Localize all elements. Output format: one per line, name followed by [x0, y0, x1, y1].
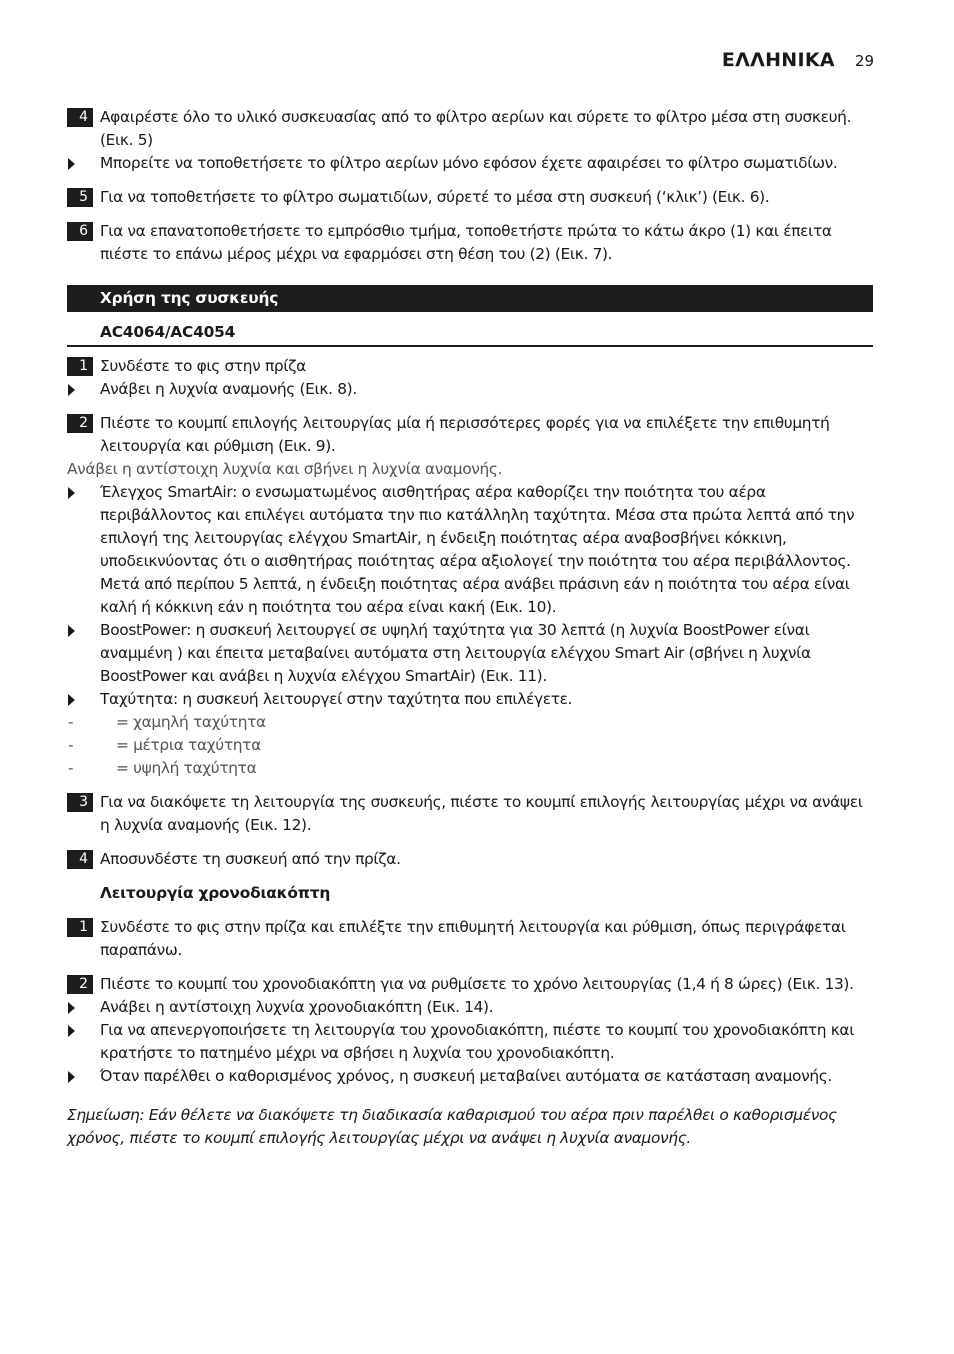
- dash-text: = υψηλή ταχύτητα: [116, 759, 257, 777]
- bullet-text: Ανάβει η αντίστοιχη λυχνία χρονοδιακόπτη (Εικ. 14).: [100, 998, 494, 1016]
- step-number-badge: 5: [67, 188, 93, 207]
- step-number-badge: 1: [67, 918, 93, 937]
- timer-step-2: [67, 973, 873, 1088]
- usage-step-4: [67, 848, 873, 871]
- triangle-bullet-icon: [68, 625, 75, 637]
- triangle-bullet-icon: [68, 158, 75, 170]
- section-title: Χρήση της συσκευής: [67, 285, 873, 312]
- block-3: [67, 220, 873, 266]
- triangle-bullet-icon: [68, 1002, 75, 1014]
- dash-item: [67, 711, 873, 734]
- dash-item: [67, 734, 873, 757]
- step-text: Συνδέστε το φις στην πρίζα: [100, 357, 306, 375]
- bullet-item: [67, 481, 873, 619]
- bullet-text: Ταχύτητα: η συσκευή λειτουργεί στην ταχύτητα που επιλέγετε.: [100, 690, 573, 708]
- triangle-bullet-icon: [68, 487, 75, 499]
- step-item: [67, 848, 873, 871]
- step-text: Αποσυνδέστε τη συσκευή από την πρίζα.: [100, 850, 401, 868]
- bullet-item: [67, 378, 873, 401]
- bullet-item: [67, 996, 873, 1019]
- step-item: [67, 973, 873, 996]
- step-number-badge: 4: [67, 850, 93, 869]
- bullet-text: Όταν παρέλθει ο καθορισμένος χρόνος, η συσκευή μεταβαίνει αυτόματα σε κατάσταση αναμονής.: [100, 1067, 832, 1085]
- dash-bullet-icon: -: [68, 736, 74, 754]
- step-text: Πιέστε το κουμπί του χρονοδιακόπτη για να ρυθμίσετε το χρόνο λειτουργίας (1,4 ή 8 ώρες) (Εικ. 13).: [100, 975, 854, 993]
- step-text: Συνδέστε το φις στην πρίζα και επιλέξτε την επιθυμητή λειτουργία και ρύθμιση, όπως περιγράφεται παραπάνω.: [100, 918, 846, 959]
- triangle-bullet-icon: [68, 1025, 75, 1037]
- step-number-badge: 4: [67, 108, 93, 127]
- triangle-bullet-icon: [68, 384, 75, 396]
- block-1: [67, 106, 873, 175]
- step-item: [67, 916, 873, 962]
- dash-bullet-icon: -: [68, 759, 74, 777]
- triangle-bullet-icon: [68, 694, 75, 706]
- step-number-badge: 2: [67, 414, 93, 433]
- paragraph-text: Ανάβει η αντίστοιχη λυχνία και σβήνει η λυχνία αναμονής.: [67, 460, 503, 478]
- manual-content: [67, 106, 873, 1150]
- dash-text: = μέτρια ταχύτητα: [116, 736, 261, 754]
- dash-item: [67, 757, 873, 780]
- step-text: Πιέστε το κουμπί επιλογής λειτουργίας μία ή περισσότερες φορές για να επιλέξετε την επιθυμητή λειτουργία και ρύθμιση (Εικ. 9).: [100, 414, 830, 455]
- bullet-text: Ανάβει η λυχνία αναμονής (Εικ. 8).: [100, 380, 357, 398]
- usage-step-3: [67, 791, 873, 837]
- step-text: Για να τοποθετήσετε το φίλτρο σωματιδίων, σύρετέ το μέσα στη συσκευή (‘κλικ’) (Εικ. 6).: [100, 188, 770, 206]
- step-item: [67, 106, 873, 152]
- bullet-text: Έλεγχος SmartAir: ο ενσωματωμένος αισθητήρας αέρα καθορίζει την ποιότητα του αέρα περιβάλλοντος και επιλέγει αυτόματα την πιο κατάλληλη ταχύτητα. Μέσα στα πρώτα λεπτά από την επιλογή της λειτουργίας ελέγχου SmartAir, η ένδειξη ποιότητας αέρα αναβοσβήνει κόκκινη, υποδεικνύοντας ότι ο αισθητήρας ποιότητας αέρα αξιολογεί την ποιότητα του αέρα περιβάλλοντος. Μετά από περίπου 5 λεπτά, η ένδειξη ποιότητας αέρα ανάβει πράσινη εάν η ποιότητα του αέρα είναι καλή ή κόκκινη εάν η ποιότητα του αέρα είναι κακή (Εικ. 10).: [100, 483, 855, 616]
- timer-step-1: [67, 916, 873, 962]
- step-item: [67, 791, 873, 837]
- step-text: Για να διακόψετε τη λειτουργία της συσκευής, πιέστε το κουμπί επιλογής λειτουργίας μέχρι να ανάψει η λυχνία αναμονής (Εικ. 12).: [100, 793, 863, 834]
- step-number-badge: 2: [67, 975, 93, 994]
- bullet-item: [67, 688, 873, 711]
- step-text: Για να επανατοποθετήσετε το εμπρόσθιο τμήμα, τοποθετήστε πρώτα το κάτω άκρο (1) και έπειτα πιέστε το επάνω μέρος μέχρι να εφαρμόσει στη θέση του (2) (Εικ. 7).: [100, 222, 832, 263]
- bullet-item: [67, 619, 873, 688]
- language-label: ΕΛΛΗΝΙΚΑ: [721, 49, 835, 71]
- bullet-text: Για να απενεργοποιήσετε τη λειτουργία του χρονοδιακόπτη, πιέστε το κουμπί του χρονοδιακόπτη και κρατήστε το πατημένο μέχρι να σβήσει η λυχνία του χρονοδιακόπτη.: [100, 1021, 855, 1062]
- triangle-bullet-icon: [68, 1071, 75, 1083]
- block-2: [67, 186, 873, 209]
- step-number-badge: 6: [67, 222, 93, 241]
- step-item: [67, 186, 873, 209]
- step-item: [67, 355, 873, 378]
- model-subtitle: AC4064/AC4054: [67, 319, 873, 347]
- dash-text: = χαμηλή ταχύτητα: [116, 713, 266, 731]
- dash-bullet-icon: -: [68, 713, 74, 731]
- note-text: Σημείωση: Εάν θέλετε να διακόψετε τη διαδικασία καθαρισμού του αέρα πριν παρέλθει ο καθορισμένος χρόνος, πιέστε το κουμπί επιλογής λειτουργίας μέχρι να ανάψει η λυχνία αναμονής.: [67, 1106, 837, 1147]
- step-text: Αφαιρέστε όλο το υλικό συσκευασίας από το φίλτρο αερίων και σύρετε το φίλτρο μέσα στη συσκευή. (Εικ. 5): [100, 108, 852, 149]
- bullet-item: [67, 1019, 873, 1065]
- usage-step-1: [67, 355, 873, 401]
- step-number-badge: 3: [67, 793, 93, 812]
- bullet-item: [67, 1065, 873, 1088]
- step-item: [67, 412, 873, 458]
- page-number: 29: [854, 52, 874, 70]
- page-header: [722, 49, 874, 71]
- bullet-item: [67, 152, 873, 175]
- bullet-text: Μπορείτε να τοποθετήσετε το φίλτρο αερίων μόνο εφόσον έχετε αφαιρέσει το φίλτρο σωματιδίων.: [100, 154, 838, 172]
- bullet-text: BoostPower: η συσκευή λειτουργεί σε υψηλή ταχύτητα για 30 λεπτά (η λυχνία BoostPower είναι αναμμένη ) και έπειτα μεταβαίνει αυτόματα στη λειτουργία ελέγχου Smart Air (σβήνει η λυχνία BoostPower και ανάβει η λυχνία ελέγχου SmartAir) (Εικ. 11).: [100, 621, 811, 685]
- step-number-badge: 1: [67, 357, 93, 376]
- timer-subtitle: Λειτουργία χρονοδιακόπτη: [100, 884, 331, 902]
- usage-step-2: [67, 412, 873, 780]
- plain-paragraph: [67, 458, 873, 481]
- step-item: [67, 220, 873, 266]
